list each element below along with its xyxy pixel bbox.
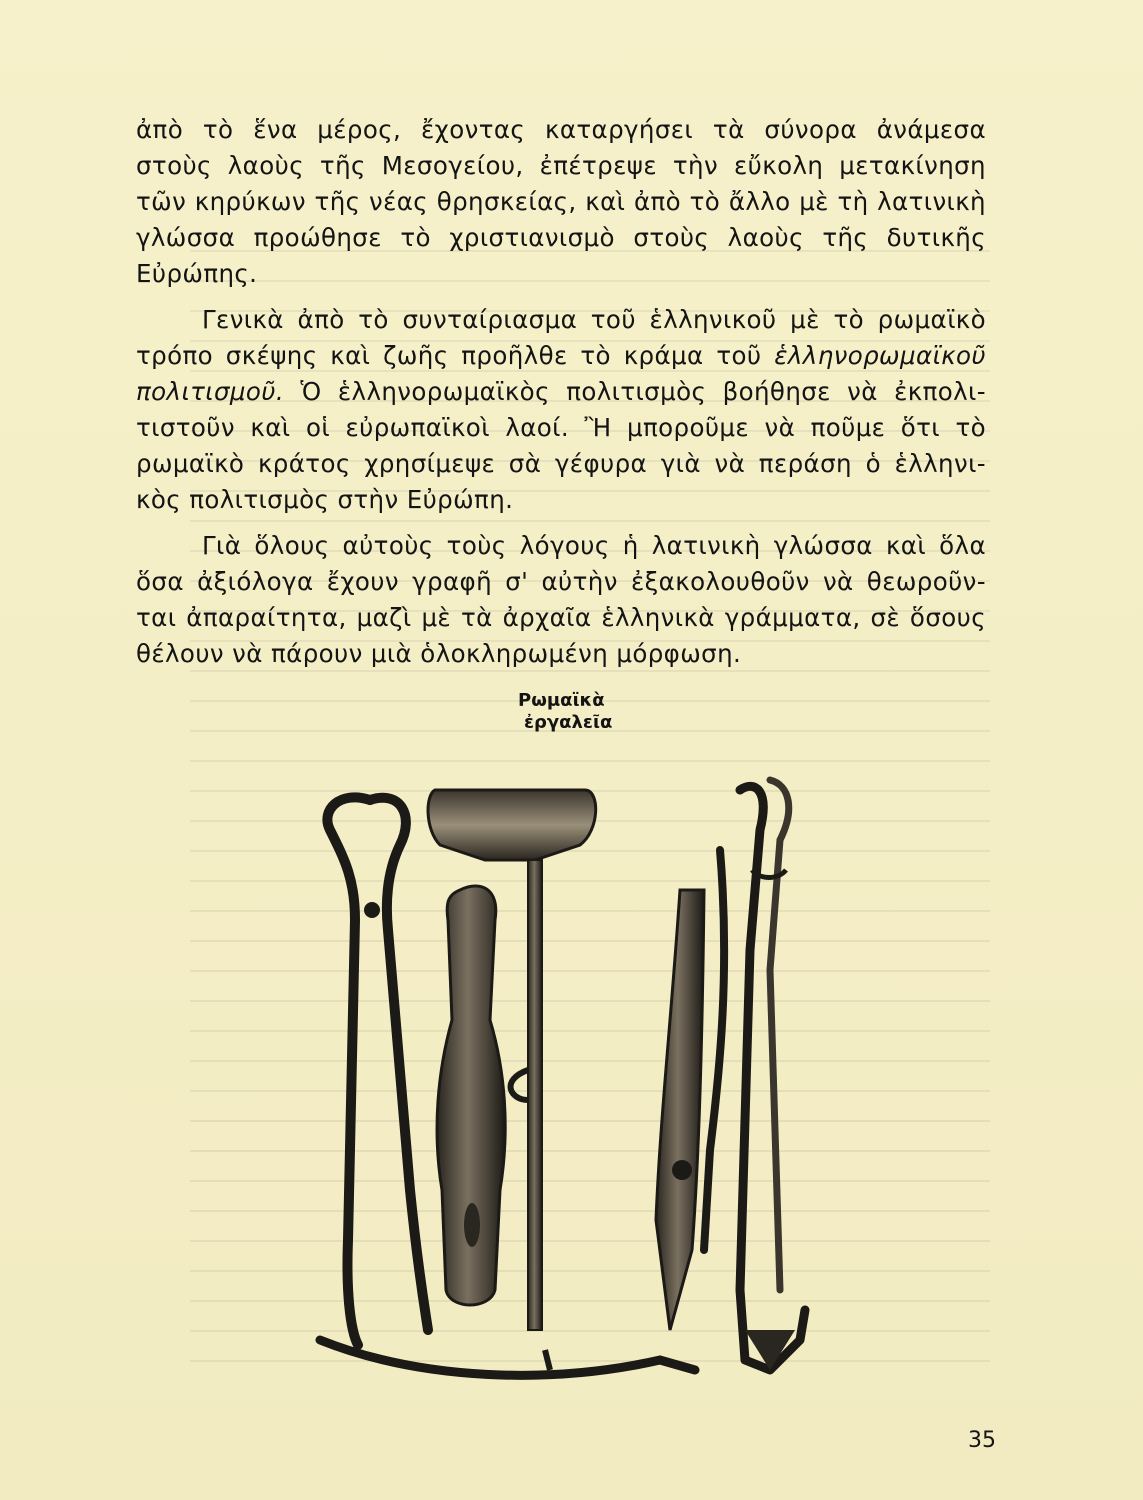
sickle-icon bbox=[320, 1340, 695, 1375]
text-line: Εὐρώπης. bbox=[136, 259, 258, 288]
text-line: τῶν κηρύκων τῆς νέας θρησκείας, καὶ ἀπὸ τὸ ἄλλο μὲ τὴ λατινικὴ bbox=[136, 187, 986, 216]
text-line: ἀπὸ τὸ ἕνα μέρος, ἔχοντας καταργήσει τὰ σύνορα ἀνάμεσα bbox=[136, 115, 986, 144]
caption-line: Ρωμαϊκὰ bbox=[518, 690, 605, 711]
text-line: ρωμαϊκὸ κράτος χρησίμεψε σὰ γέφυρα γιὰ νὰ περάση ὁ ἑλληνι- bbox=[136, 449, 986, 478]
chisel-icon bbox=[437, 886, 505, 1305]
figure-caption bbox=[518, 690, 612, 734]
text-line: κὸς πολιτισμὸς στὴν Εὐρώπη. bbox=[136, 485, 514, 514]
paragraph-2 bbox=[136, 302, 986, 518]
text-span: Ὁ ἑλληνορωμαϊκὸς πολιτισμὸς βοήθησε νὰ ἐκπολι- bbox=[284, 377, 986, 406]
paragraph-3 bbox=[136, 528, 986, 672]
page-number: 35 bbox=[968, 1428, 996, 1453]
emphasized-term: ἑλληνορωμαϊκοῦ bbox=[774, 341, 986, 370]
shears-icon bbox=[656, 850, 724, 1330]
emphasized-term: πολιτισμοῦ. bbox=[136, 377, 285, 406]
text-line: στοὺς λαοὺς τῆς Μεσογείου, ἐπέτρεψε τὴν εὔκολη μετακίνηση bbox=[136, 151, 986, 180]
text-line: θέλουν νὰ πάρουν μιὰ ὁλοκληρωμένη μόρφωση. bbox=[136, 639, 742, 668]
text-line: τιστοῦν καὶ οἱ εὐρωπαϊκοὶ λαοί. Ἢ μποροῦμε νὰ ποῦμε ὅτι τὸ bbox=[136, 413, 986, 442]
roman-tools-photo bbox=[300, 770, 990, 1390]
text-line: γλώσσα προώθησε τὸ χριστιανισμὸ στοὺς λαοὺς τῆς δυτικῆς bbox=[136, 223, 986, 252]
text-line-with-emphasis bbox=[136, 374, 986, 410]
text-line-with-emphasis bbox=[136, 338, 986, 374]
text-span: τρόπο σκέψης καὶ ζωῆς προῆλθε τὸ κράμα τοῦ bbox=[136, 341, 775, 370]
tongs-icon bbox=[740, 780, 805, 1370]
paragraph-1 bbox=[136, 112, 986, 292]
text-line: Γενικὰ ἀπὸ τὸ συνταίριασμα τοῦ ἑλληνικοῦ μὲ τὸ ρωμαϊκὸ bbox=[202, 305, 986, 334]
body-text bbox=[136, 112, 986, 682]
text-line: ται ἀπαραίτητα, μαζὶ μὲ τὰ ἀρχαῖα ἑλληνικὰ γράμματα, σὲ ὅσους bbox=[136, 603, 986, 632]
text-line: Γιὰ ὅλους αὐτοὺς τοὺς λόγους ἡ λατινικὴ γλώσσα καὶ ὅλα bbox=[202, 531, 986, 560]
text-line: ὅσα ἀξιόλογα ἔχουν γραφῆ σ' αὐτὴν ἐξακολουθοῦν νὰ θεωροῦν- bbox=[136, 567, 986, 596]
caption-line: ἐργαλεῖα bbox=[524, 712, 613, 733]
pincers-icon bbox=[327, 797, 428, 1345]
